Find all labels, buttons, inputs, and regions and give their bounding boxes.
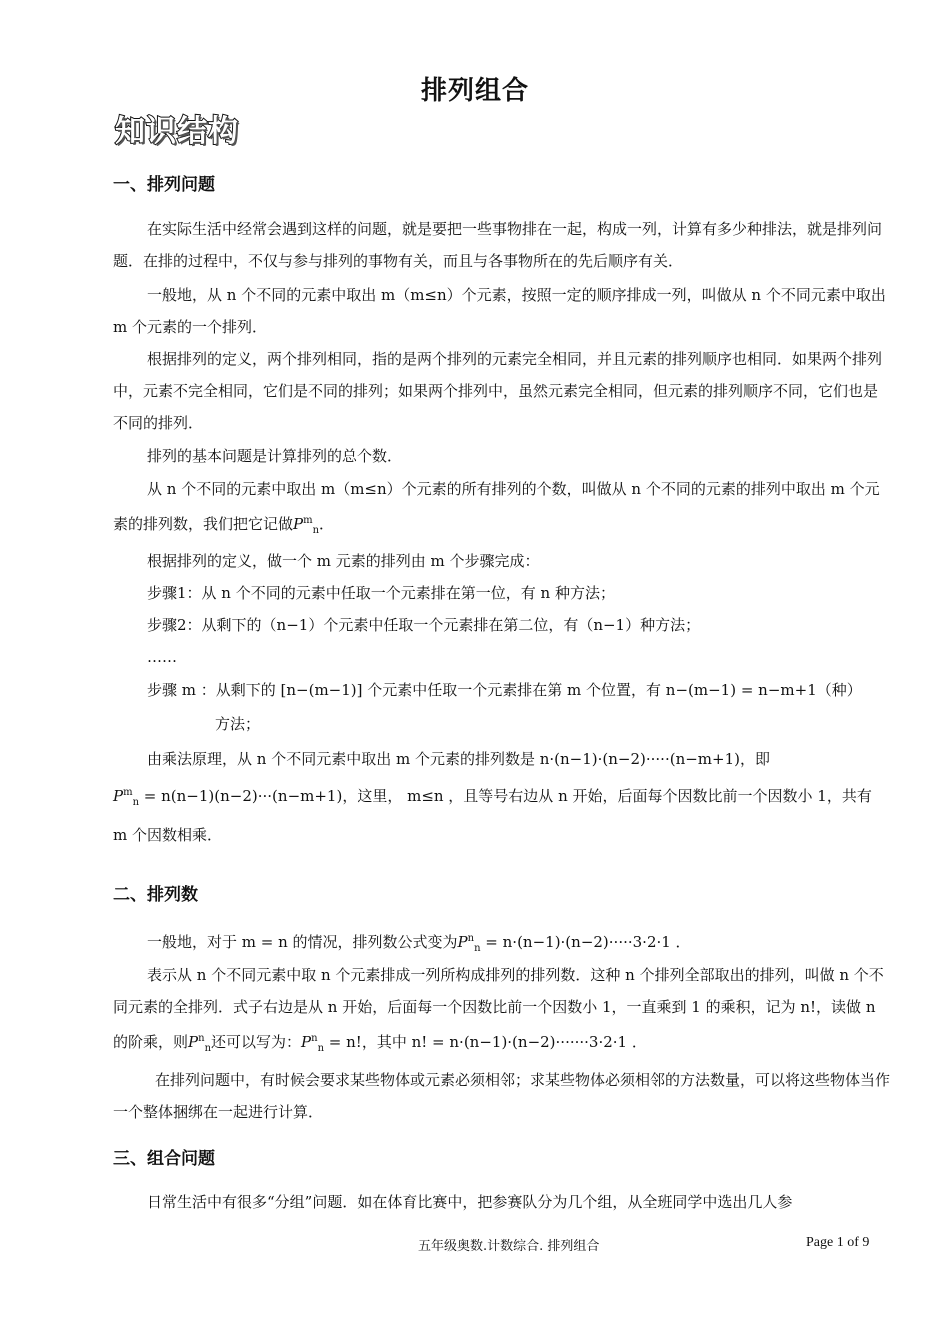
formula-symbol: $P^n_n$ [457,933,481,954]
step-m-continued: 方法； [215,715,261,733]
paragraph: 在实际生活中经常会遇到这样的问题，就是要把一些事物排在一起，构成一列，计算有多少种排法，就是排列问题．在排的过程中，不仅与参与排列的事物有关，而且与各事物所在的先后顺序有关． [113,220,883,270]
formula-symbol: $P^m_n$ [293,515,320,536]
section-heading-2: 二、排列数 [113,885,198,905]
section-heading-1: 一、排列问题 [113,175,215,195]
knowledge-structure-badge: 知识结构 [115,114,239,149]
paragraph: 表示从 n 个不同元素中取 n 个元素排成一列所构成排列的排列数．这种 n 个排列全部取出的排列，叫做 n 个不同元素的全排列．式子右边是从 n 开始，后面每一个因数比前一个因数小 1，一直乘到 1 的乘积，记为 n!，读做 n 的阶乘，则$P^n_n$还可以写为：$P^n_n = n$!，其中 n! = n·(n−1)·(n−2)·······3·2·1 ． [113,966,884,1054]
section-heading-3: 三、组合问题 [113,1149,215,1169]
ellipsis: …… [147,648,177,666]
paragraph: 根据排列的定义，做一个 m 元素的排列由 m 个步骤完成： [147,552,540,570]
paragraph: 根据排列的定义，两个排列相同，指的是两个排列的元素完全相同，并且元素的排列顺序也相同．如果两个排列中，元素不完全相同，它们是不同的排列；如果两个排列中，虽然元素完全相同，但元素的排列顺序不同，它们也是不同的排列． [113,350,883,432]
paragraph: 从 n 个不同的元素中取出 m（m≤n）个元素的所有排列的个数，叫做从 n 个不同的元素的排列中取出 m 个元素的排列数，我们把它记做$P^m_n$． [113,480,880,536]
paragraph: 一般地，对于 m = n 的情况，排列数公式变为$P^n_n = n\cdot(n-1)\cdot(n-2)\cdot\cdot\cdot\cdot\cdot 3\cdot 2\cdot 1$ ． [147,933,691,954]
paragraph: 日常生活中有很多“分组”问题．如在体育比赛中，把参赛队分为几个组，从全班同学中选出几人参 [147,1193,793,1211]
formula-symbol: $P^n_n$ [188,1033,212,1054]
paragraph: 在排列问题中，有时候会要求某些物体或元素必须相邻；求某些物体必须相邻的方法数量，可以将这些物体当作一个整体捆绑在一起进行计算． [113,1071,891,1121]
page-title: 排列组合 [420,76,529,106]
step-1: 步骤1：从 n 个不同的元素中任取一个元素排在第一位，有 n 种方法； [147,584,615,602]
paragraph: 排列的基本问题是计算排列的总个数． [147,447,403,465]
page-number: Page 1 of 9 [806,1235,870,1250]
step-m: 步骤 m ：从剩下的 [n−(m−1)] 个元素中任取一个元素排在第 m 个位置，有 n−(m−1) = n−m+1（种） [147,681,862,699]
footer-title: 五年级奥数.计数综合. 排列组合 [418,1239,600,1254]
step-2: 步骤2：从剩下的（n−1）个元素中任取一个元素排在第二位，有（n−1）种方法； [147,616,701,634]
paragraph: $P^m_n = n(n-1)(n-2)\cdot\cdot\cdot(n-m+1)$，这里， m≤n ，且等号右边从 n 开始，后面每个因数比前一个因数小 1，共有 m 个因数相乘． [113,787,872,844]
formula-symbol: $P^n_n$ [301,1033,325,1054]
paragraph-text: 从 n 个不同的元素中取出 m（m≤n）个元素的所有排列的个数，叫做从 n 个不同的元素的排列中取出 m 个元素的排列数，我们把它记做 [113,480,880,533]
formula-symbol: $P^m_n$ [113,787,140,808]
paragraph: 一般地，从 n 个不同的元素中取出 m（m≤n）个元素，按照一定的顺序排成一列，叫做从 n 个不同元素中取出 m 个元素的一个排列． [113,286,886,336]
paragraph: 由乘法原理，从 n 个不同元素中取出 m 个元素的排列数是 n·(n−1)·(n−2)·····(n−m+1)，即 [147,750,770,768]
